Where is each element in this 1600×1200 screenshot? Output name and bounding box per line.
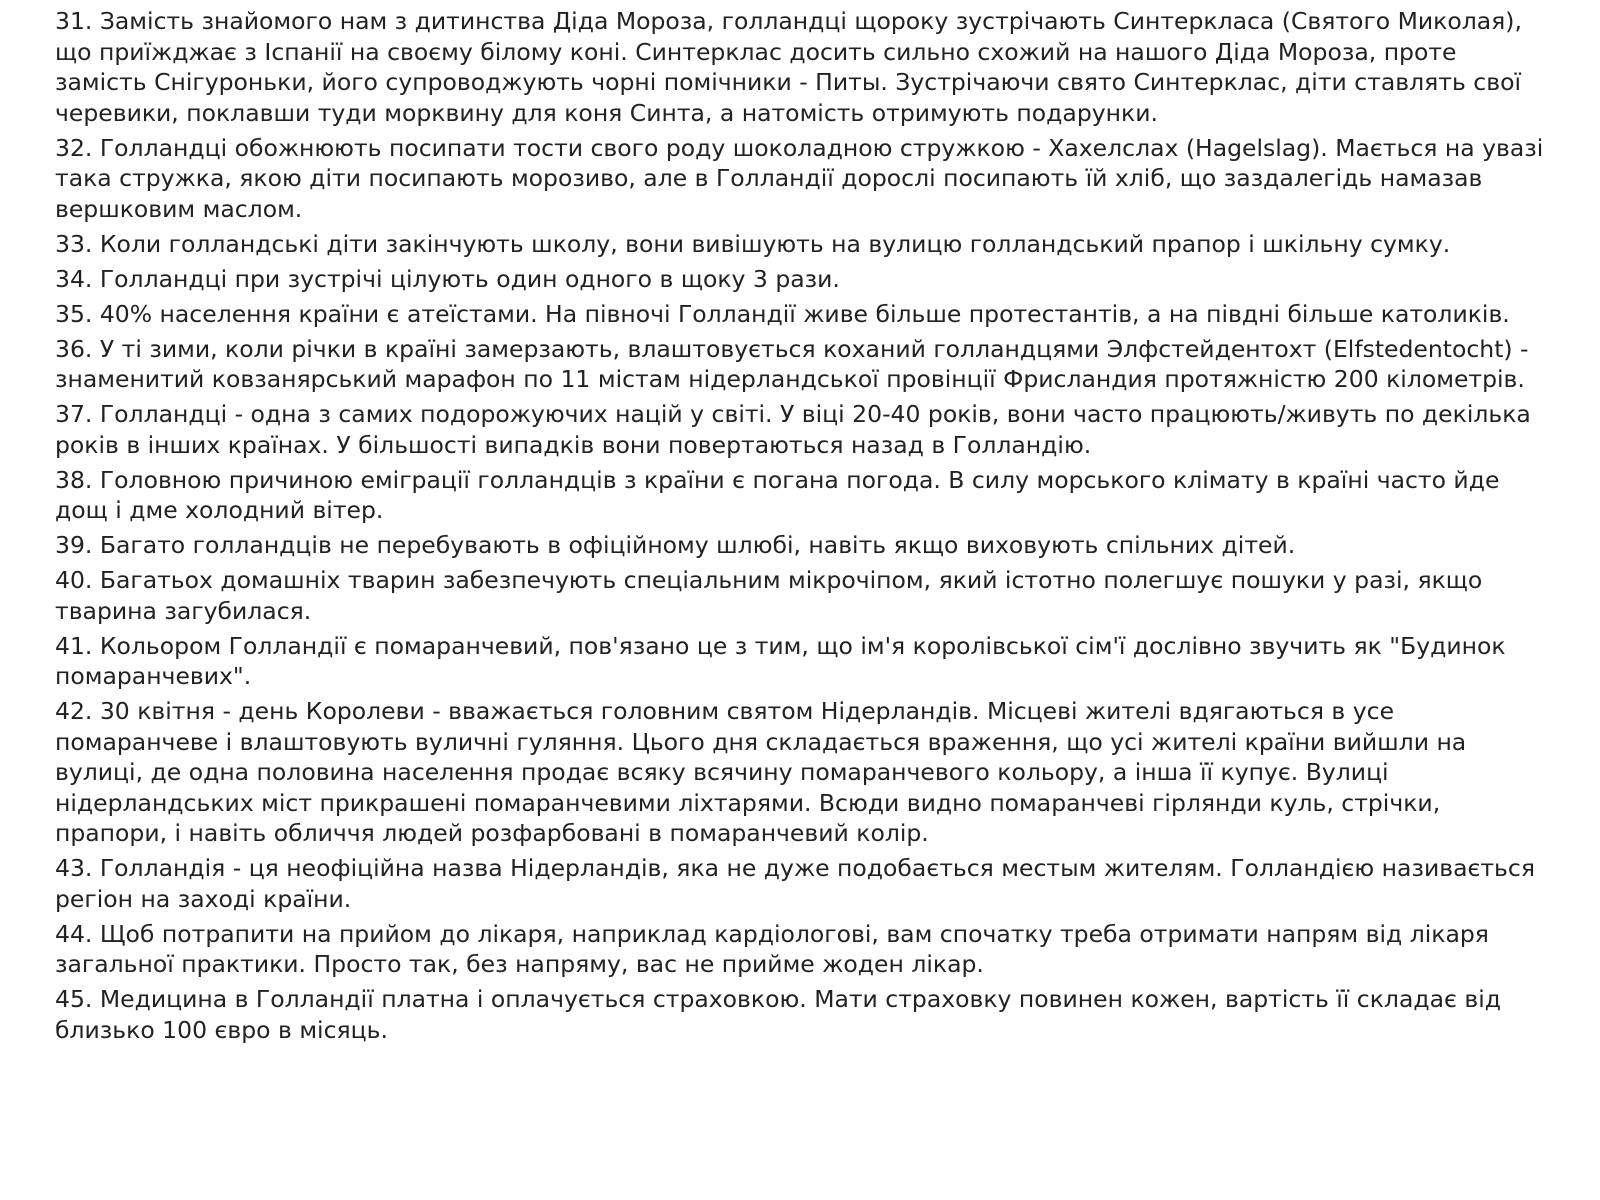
- fact-40: 40. Багатьох домашніх тварин забезпечують спеціальним мікрочіпом, який істотно полегшує пошуки у разі, якщо тварина загубилася.: [55, 566, 1483, 625]
- fact-39: 39. Багато голландців не перебувають в офіційному шлюбі, навіть якщо виховують спільних дітей.: [55, 531, 1296, 559]
- fact-32: 32. Голландці обожнюють посипати тости свого роду шоколадною стружкою - Хахелслах (Hagelslag). Мається на увазі така стружка, якою діти посипають морозиво, але в Голландії дорослі посипають їй хліб, що заздалегідь намазав вершковим маслом.: [55, 133, 1544, 223]
- fact-42: 42. 30 квітня - день Королеви - вважається головним святом Нідерландів. Місцеві жителі вдягаються в усе помаранчеве і влаштовують вуличні гуляння. Цього дня складається враження, що усі жителі країни вийшли на вулиці, де одна половина населення продає всяку всячину помаранчевого кольору, а інша її купує. Вулиці нідерландських міст прикрашені помаранчевими ліхтарями. Всюди видно помаранчеві гірлянди куль, стрічки, прапори, і навіть обличчя людей розфарбовані в помаранчевий колір.: [55, 697, 1467, 847]
- fact-45: 45. Медицина в Голландії платна і оплачується страховкою. Мати страховку повинен кожен, вартість її складає від близько 100 євро в місяць.: [55, 985, 1501, 1044]
- fact-41: 41. Кольором Голландії є помаранчевий, пов'язано це з тим, що ім'я королівської сім'ї дослівно звучить як "Будинок помаранчевих".: [55, 631, 1506, 690]
- facts-document: [55, 6, 1555, 1050]
- fact-36: 36. У ті зими, коли річки в країні замерзають, влаштовується коханий голландцями Элфстейдентохт (Elfstedentocht) - знаменитий ковзанярський марафон по 11 містам нідерландської провінції Фрисландия протяжністю 200 кілометрів.: [55, 334, 1529, 393]
- fact-33: 33. Коли голландські діти закінчують школу, вони вивішують на вулицю голландський прапор і шкільну сумку.: [55, 229, 1451, 258]
- fact-34: 34. Голландці при зустрічі цілують один одного в щоку 3 рази.: [55, 264, 840, 293]
- fact-37: 37. Голландці - одна з самих подорожуючих націй у світі. У віці 20-40 років, вони часто працюють/живуть по декілька років в інших країнах. У більшості випадків вони повертаються назад в Голландію.: [55, 400, 1531, 459]
- fact-44: 44. Щоб потрапити на прийом до лікаря, наприклад кардіологові, вам спочатку треба отримати напрям від лікаря загальної практики. Просто так, без напряму, вас не прийме жоден лікар.: [55, 919, 1489, 978]
- fact-31: 31. Замість знайомого нам з дитинства Діда Мороза, голландці щороку зустрічають Синтерклаcа (Святого Миколая), що приїжджає з Іспанії на своєму білому коні. Синтерклас досить сильно схожий на нашого Діда Мороза, проте замість Снігуроньки, його супроводжують чорні помічники - Питы. Зустрічаючи свято Синтерклас, діти ставлять свої черевики, поклавши туди морквину для коня Синта, а натомість отримують подарунки.: [55, 7, 1522, 127]
- fact-38: 38. Головною причиною еміграції голландців з країни є погана погода. В силу морського клімату в країні часто йде дощ і дме холодний вітер.: [55, 465, 1500, 524]
- fact-43: 43. Голландія - ця неофіційна назва Нідерландів, яка не дуже подобається местым жителям. Голландією називається регіон на заході країни.: [55, 854, 1535, 913]
- fact-35: 35. 40% населення країни є атеїстами. На півночі Голландії живе більше протестантів, а на півдні більше католиків.: [55, 299, 1510, 328]
